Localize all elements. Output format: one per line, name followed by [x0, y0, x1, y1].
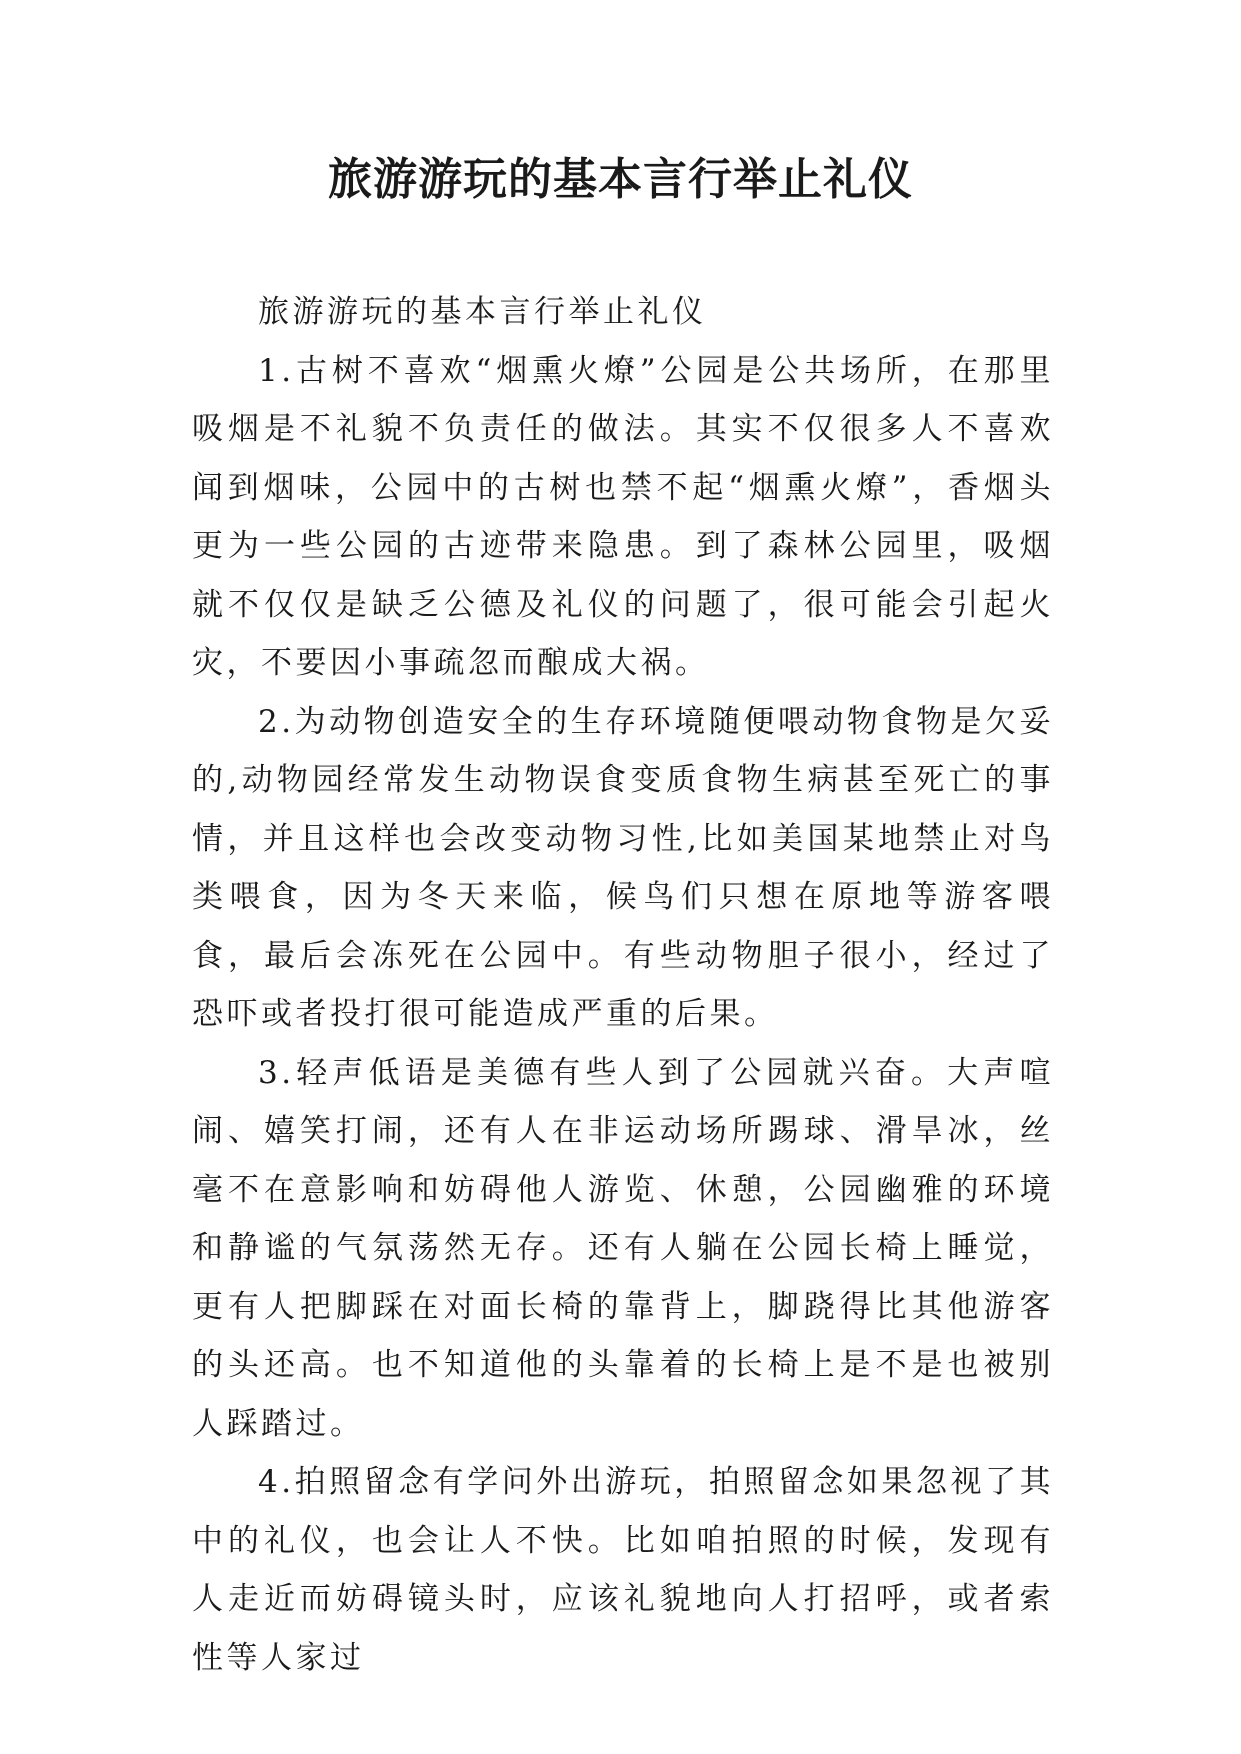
paragraph-3: 3.轻声低语是美德有些人到了公园就兴奋。大声喧闹、嬉笑打闹，还有人在非运动场所踢球、滑旱冰，丝毫不在意影响和妨碍他人游览、休憩，公园幽雅的环境和静谧的气氛荡然无存。还有人躺在公园长椅上睡觉，更有人把脚踩在对面长椅的靠背上，脚跷得比其他游客的头还高。也不知道他的头靠着的长椅上是不是也被别人踩踏过。 [192, 1054, 1054, 1442]
paragraph-4: 4.拍照留念有学问外出游玩，拍照留念如果忽视了其中的礼仪，也会让人不快。比如咱拍照的时候，发现有人走近而妨碍镜头时，应该礼貌地向人打招呼，或者索性等人家过 [192, 1464, 1054, 1676]
paragraph-subtitle: 旅游游玩的基本言行举止礼仪 [258, 294, 707, 330]
document-body [192, 283, 1054, 1687]
document-title: 旅游游玩的基本言行举止礼仪 [328, 154, 913, 205]
paragraph-2: 2.为动物创造安全的生存环境随便喂动物食物是欠妥的,动物园经常发生动物误食变质食物生病甚至死亡的事情，并且这样也会改变动物习性,比如美国某地禁止对鸟类喂食，因为冬天来临，候鸟们只想在原地等游客喂食，最后会冻死在公园中。有些动物胆子很小，经过了恐吓或者投打很可能造成严重的后果。 [192, 703, 1054, 1032]
paragraph-1: 1.古树不喜欢“烟熏火燎”公园是公共场所，在那里吸烟是不礼貌不负责任的做法。其实不仅很多人不喜欢闻到烟味，公园中的古树也禁不起“烟熏火燎”，香烟头更为一些公园的古迹带来隐患。到了森林公园里，吸烟就不仅仅是缺乏公德及礼仪的问题了，很可能会引起火灾，不要因小事疏忽而酿成大祸。 [192, 352, 1054, 681]
